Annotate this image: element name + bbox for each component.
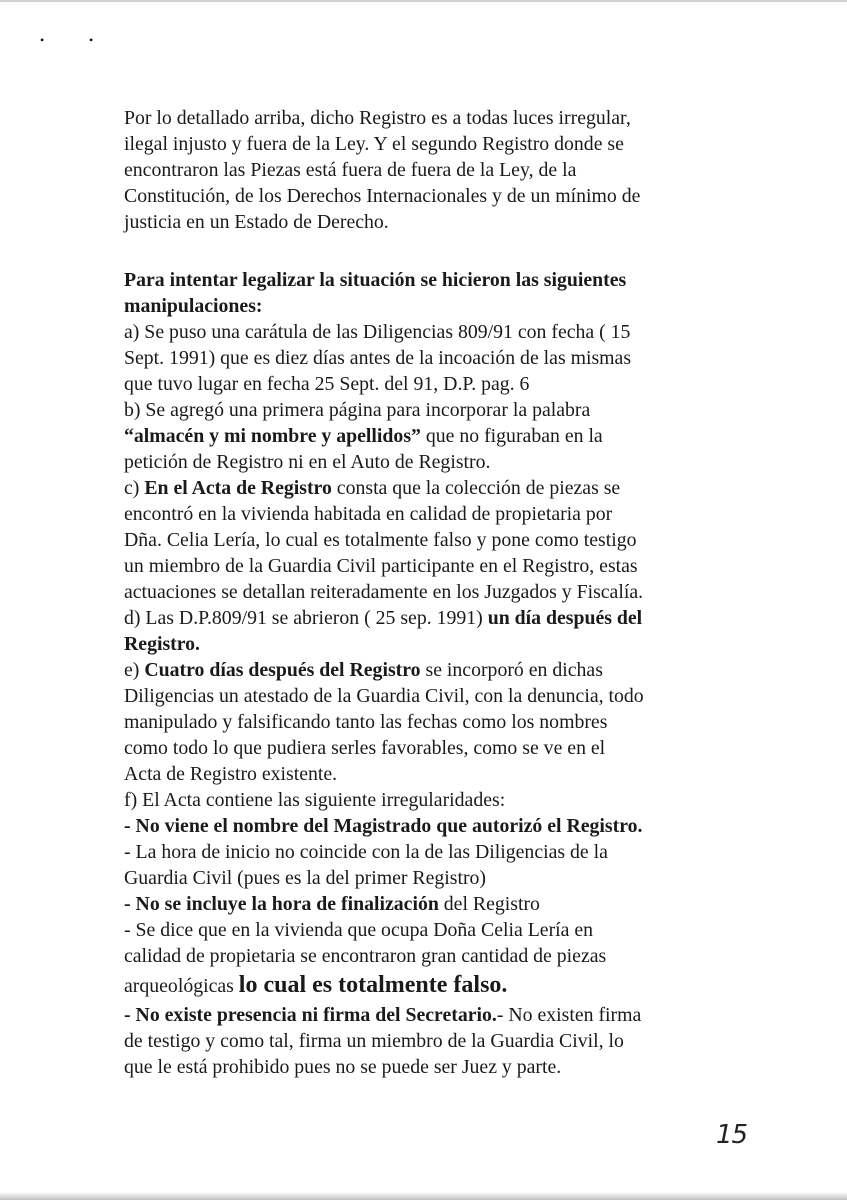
- text-line: - La hora de inicio no coincide con la de las Diligencias de la: [124, 841, 608, 863]
- text-run: se incorporó en dichas: [420, 659, 603, 681]
- section-heading: Para intentar legalizar la situación se hicieron las siguientes: [124, 269, 627, 291]
- text-line: de testigo y como tal, firma un miembro de la Guardia Civil, lo: [124, 1030, 624, 1052]
- text-run: - No existen firma: [496, 1004, 642, 1026]
- scan-top-edge: [0, 0, 847, 2]
- text-line: justicia en un Estado de Derecho.: [124, 211, 389, 233]
- text-run: arqueológicas: [124, 975, 239, 997]
- text-line: encontraron las Piezas está fuera de fuera de la Ley, de la: [124, 159, 577, 181]
- text-line: petición de Registro ni en el Auto de Registro.: [124, 451, 491, 473]
- bold-phrase: Cuatro días después del Registro: [144, 659, 421, 681]
- text-line: ilegal injusto y fuera de la Ley. Y el segundo Registro donde se: [124, 133, 624, 155]
- text-run: d) Las D.P.809/91 se abrieron ( 25 sep. 1991): [124, 607, 488, 629]
- text-line: que le está prohibido pues no se puede ser Juez y parte.: [124, 1056, 562, 1078]
- text-line: Guardia Civil (pues es la del primer Registro): [124, 867, 487, 889]
- text-line: [124, 423, 729, 449]
- text-line: Sept. 1991) que es diez días antes de la incoación de las mismas: [124, 347, 632, 369]
- item-g: [124, 1002, 729, 1028]
- item-c: [124, 475, 729, 501]
- item-d: [124, 605, 729, 631]
- paragraph-gap: [124, 235, 729, 267]
- text-run: del Registro: [438, 893, 540, 915]
- scan-bottom-edge: [0, 1192, 847, 1200]
- text-line: manipulado y falsificando tanto las fechas como los nombres: [124, 711, 608, 733]
- text-line: [124, 891, 729, 917]
- text-line: Constitución, de los Derechos Internacionales y de un mínimo de: [124, 185, 641, 207]
- emphasis-phrase: lo cual es totalmente falso.: [238, 972, 508, 998]
- section-heading: manipulaciones:: [124, 295, 263, 317]
- text-line: actuaciones se detallan reiteradamente en los Juzgados y Fiscalía.: [124, 581, 644, 603]
- text-line: calidad de propietaria se encontraron gran cantidad de piezas: [124, 945, 607, 967]
- item-e: [124, 657, 729, 683]
- text-run: que no figuraban en la: [420, 425, 603, 447]
- text-line: Acta de Registro existente.: [124, 763, 338, 785]
- bold-phrase: En el Acta de Registro: [144, 477, 332, 499]
- item-a: a) Se puso una carátula de las Diligencias 809/91 con fecha ( 15: [124, 321, 631, 343]
- text-line: Diligencias un atestado de la Guardia Civil, con la denuncia, todo: [124, 685, 644, 707]
- bold-phrase: Registro.: [124, 633, 200, 655]
- scan-mark: •: [89, 33, 94, 47]
- text-line: como todo lo que pudiera serles favorables, como se ve en el: [124, 737, 606, 759]
- text-line: encontró en la vivienda habitada en calidad de propietaria por: [124, 503, 613, 525]
- text-run: c): [124, 477, 145, 499]
- text-line: Por lo detallado arriba, dicho Registro es a todas luces irregular,: [124, 107, 631, 129]
- text-line: - Se dice que en la vivienda que ocupa Doña Celia Lería en: [124, 919, 594, 941]
- scan-mark: •: [40, 33, 45, 47]
- page-number: 15: [716, 1120, 748, 1150]
- text-line: que tuvo lugar en fecha 25 Sept. del 91, D.P. pag. 6: [124, 373, 530, 395]
- item-f: f) El Acta contiene las siguiente irregularidades:: [124, 789, 506, 811]
- bold-phrase: - No existe presencia ni firma del Secretario.: [124, 1004, 497, 1026]
- bold-phrase: - No viene el nombre del Magistrado que autorizó el Registro.: [124, 815, 643, 837]
- bold-phrase: “almacén y mi nombre y apellidos”: [124, 425, 421, 447]
- body-text: [124, 105, 729, 1080]
- text-run: consta que la colección de piezas se: [331, 477, 621, 499]
- item-b: b) Se agregó una primera página para incorporar la palabra: [124, 399, 591, 421]
- text-line: Dña. Celia Lería, lo cual es totalmente falso y pone como testigo: [124, 529, 637, 551]
- text-line: [124, 969, 729, 1002]
- bold-phrase: - No se incluye la hora de finalización: [124, 893, 439, 915]
- text-run: e): [124, 659, 145, 681]
- bold-phrase: un día después del: [487, 607, 643, 629]
- text-line: un miembro de la Guardia Civil participante en el Registro, estas: [124, 555, 638, 577]
